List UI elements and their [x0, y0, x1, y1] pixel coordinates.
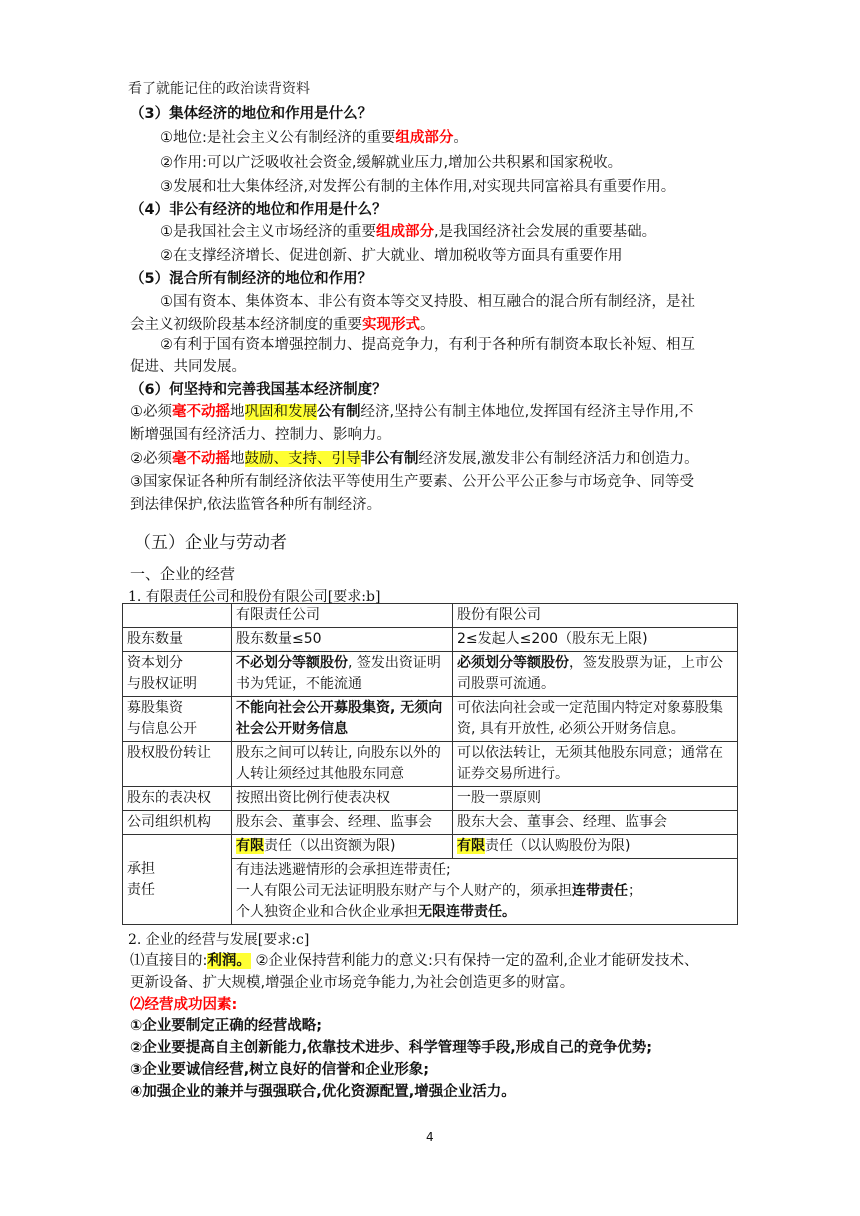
q6-line-2: 断增强国有经济活力、控制力、影响力。	[130, 427, 391, 443]
q5-line-4: 促进、共同发展。	[130, 359, 246, 375]
text: 经济,坚持公有制主体地位,发挥国有经济主导作用,不	[360, 404, 694, 420]
table-header-cell: 有限责任公司	[232, 604, 453, 628]
row-label: 股东数量	[123, 628, 232, 652]
text: 资本划分	[127, 655, 183, 671]
text: ⑴直接目的:	[130, 953, 208, 969]
text: ①地位:是社会主义公有制经济的重要	[160, 130, 396, 146]
text-line	[236, 881, 733, 902]
table-header-cell: 股份有限公司	[453, 604, 738, 628]
table-cell: 可依法向社会或一定范围内特定对象募股集资, 具有开放性, 必须公开财务信息。	[453, 697, 738, 742]
emphasis-bold: 公有制	[317, 404, 361, 420]
table-cell	[232, 835, 453, 859]
emphasis-red: 组成部分	[395, 130, 454, 146]
text: 地	[230, 451, 245, 467]
table-row	[123, 742, 738, 787]
text: 经济发展,激发非公有制经济活力和创造力。	[418, 451, 699, 467]
text: 责任（以出资额为限)	[264, 838, 396, 854]
part2-factor-1: ①企业要制定正确的经营战略;	[130, 1018, 323, 1034]
q4-line-1	[160, 222, 656, 242]
q6-line-3	[130, 449, 699, 469]
table-cell: 一股一票原则	[453, 787, 738, 811]
table-row	[123, 835, 738, 859]
q3-title: （3）集体经济的地位和作用是什么？	[130, 106, 373, 122]
highlight: 利润。	[207, 953, 251, 969]
text: , 签发出资证明书为凭证，不能流通	[236, 655, 441, 692]
table-header-cell	[123, 604, 232, 628]
text: 会主义初级阶段基本经济制度的重要	[130, 317, 362, 333]
q6-line-5: 到法律保护,依法监管各种所有制经济。	[130, 497, 382, 513]
q3-line-1	[160, 128, 468, 148]
text: ②必须	[130, 451, 172, 467]
row-label	[123, 697, 232, 742]
section-heading: （五）企业与劳动者	[134, 533, 287, 553]
row-label: 股权股份转让	[123, 742, 232, 787]
emphasis-red: 毫不动摇	[172, 404, 230, 420]
text: 有违法逃避情形的会承担连带责任;	[236, 862, 451, 878]
q4-line-2: ②在支撑经济增长、促进创新、扩大就业、增加税收等方面具有重要作用	[160, 248, 623, 264]
q5-line-3: ②有利于国有资本增强控制力、提高竞争力，有利于各种所有制资本取长补短、相互	[160, 337, 695, 353]
text: 责任（以认购股份为限)	[485, 838, 631, 854]
table-header-row	[123, 604, 738, 628]
part2-line-2: 更新设备、扩大规模,增强企业市场竞争能力,为社会创造更多的财富。	[130, 975, 575, 991]
text: 。	[420, 317, 435, 333]
text: ②企业保持营利能力的意义:只有保持一定的盈利,企业才能研发技术、	[250, 953, 699, 969]
table-cell-merged	[232, 859, 738, 925]
text: 承担	[127, 860, 155, 877]
row-label	[123, 652, 232, 697]
table-row	[123, 628, 738, 652]
text: ；	[628, 883, 642, 899]
q3-line-3: ③发展和壮大集体经济,对发挥公有制的主体作用,对实现共同富裕具有重要作用。	[160, 179, 676, 195]
table-cell: 不能向社会公开募股集资, 无须向社会公开财务信息	[232, 697, 453, 742]
q3-line-2: ②作用:可以广泛吸收社会资金,缓解就业压力,增加公共积累和国家税收。	[160, 155, 623, 171]
text-line	[236, 902, 733, 923]
highlight: 鼓励、支持、引导	[244, 451, 361, 467]
text: 一人有限公司无法证明股东财产与个人财产的，须承担	[236, 883, 572, 899]
table-cell	[232, 652, 453, 697]
text: 与信息公开	[127, 721, 197, 737]
highlight: 有限	[457, 838, 485, 854]
part2-factors-title: ⑵经营成功因素:	[130, 997, 238, 1013]
company-comparison-table	[122, 603, 738, 925]
q6-line-1	[130, 402, 693, 422]
page-header: 看了就能记住的政治读背资料	[128, 81, 310, 97]
text: ,是我国经济社会发展的重要基础。	[434, 224, 657, 240]
table-cell: 可以依法转让，无须其他股东同意；通常在证券交易所进行。	[453, 742, 738, 787]
table-row	[123, 652, 738, 697]
emphasis-bold: 必须划分等额股份	[457, 655, 569, 671]
table-row	[123, 811, 738, 835]
table-row	[123, 697, 738, 742]
emphasis-bold: 连带责任	[572, 883, 628, 899]
table-caption: 1. 有限责任公司和股份有限公司[要求:b]	[128, 589, 381, 605]
text: 地	[230, 404, 245, 420]
text: 与股权证明	[127, 676, 197, 692]
emphasis-red: 毫不动摇	[172, 451, 230, 467]
emphasis-red: 实现形式	[362, 317, 420, 333]
q6-title: （6）何坚持和完善我国基本经济制度？	[130, 382, 387, 398]
table-cell: 按照出资比例行使表决权	[232, 787, 453, 811]
table-row	[123, 787, 738, 811]
q5-line-1: ①国有资本、集体资本、非公有资本等交叉持股、相互融合的混合所有制经济，是社	[160, 294, 695, 310]
highlight: 巩固和发展	[244, 404, 317, 420]
part2-factor-4: ④加强企业的兼并与强强联合,优化资源配置,增强企业活力。	[130, 1084, 516, 1100]
text: ①必须	[130, 404, 172, 420]
emphasis-bold: 不必划分等额股份	[236, 655, 348, 671]
q4-title: （4）非公有经济的地位和作用是什么？	[130, 202, 387, 218]
emphasis-bold: 非公有制	[360, 451, 419, 467]
row-label: 股东的表决权	[123, 787, 232, 811]
highlight: 有限	[236, 838, 264, 854]
row-label	[123, 835, 232, 925]
text: 责任	[127, 881, 155, 898]
q5-title: （5）混合所有制经济的地位和作用？	[130, 271, 373, 287]
part2-line-1	[130, 951, 699, 971]
page-number: 4	[426, 1130, 434, 1144]
row-label: 公司组织机构	[123, 811, 232, 835]
q6-line-4: ③国家保证各种所有制经济依法平等使用生产要素、公开公平公正参与市场竞争、同等受	[130, 474, 694, 490]
table-cell	[453, 835, 738, 859]
emphasis-red: 组成部分	[376, 224, 434, 240]
table-cell: 股东大会、董事会、经理、监事会	[453, 811, 738, 835]
subsection-heading: 一、企业的经营	[130, 565, 236, 583]
table-cell: 2≤发起人≤200（股东无上限)	[453, 628, 738, 652]
table-cell: 股东之间可以转让, 向股东以外的人转让须经过其他股东同意	[232, 742, 453, 787]
part2-caption: 2. 企业的经营与发展[要求:c]	[128, 932, 310, 948]
text: ，签发股票为证，上市公司股票可流通。	[457, 655, 723, 692]
emphasis-bold: 无限连带责任。	[418, 904, 516, 920]
text: 募股集资	[127, 700, 183, 716]
text: 个人独资企业和合伙企业承担	[236, 904, 418, 920]
table-cell: 股东数量≤50	[232, 628, 453, 652]
q5-line-2	[130, 315, 435, 335]
part2-factor-3: ③企业要诚信经营,树立良好的信誉和企业形象;	[130, 1062, 430, 1078]
table-cell: 股东会、董事会、经理、监事会	[232, 811, 453, 835]
part2-factor-2: ②企业要提高自主创新能力,依靠技术进步、科学管理等手段,形成自己的竞争优势;	[130, 1040, 653, 1056]
text: 。	[453, 130, 468, 146]
text: ①是我国社会主义市场经济的重要	[160, 224, 376, 240]
table-cell	[453, 652, 738, 697]
